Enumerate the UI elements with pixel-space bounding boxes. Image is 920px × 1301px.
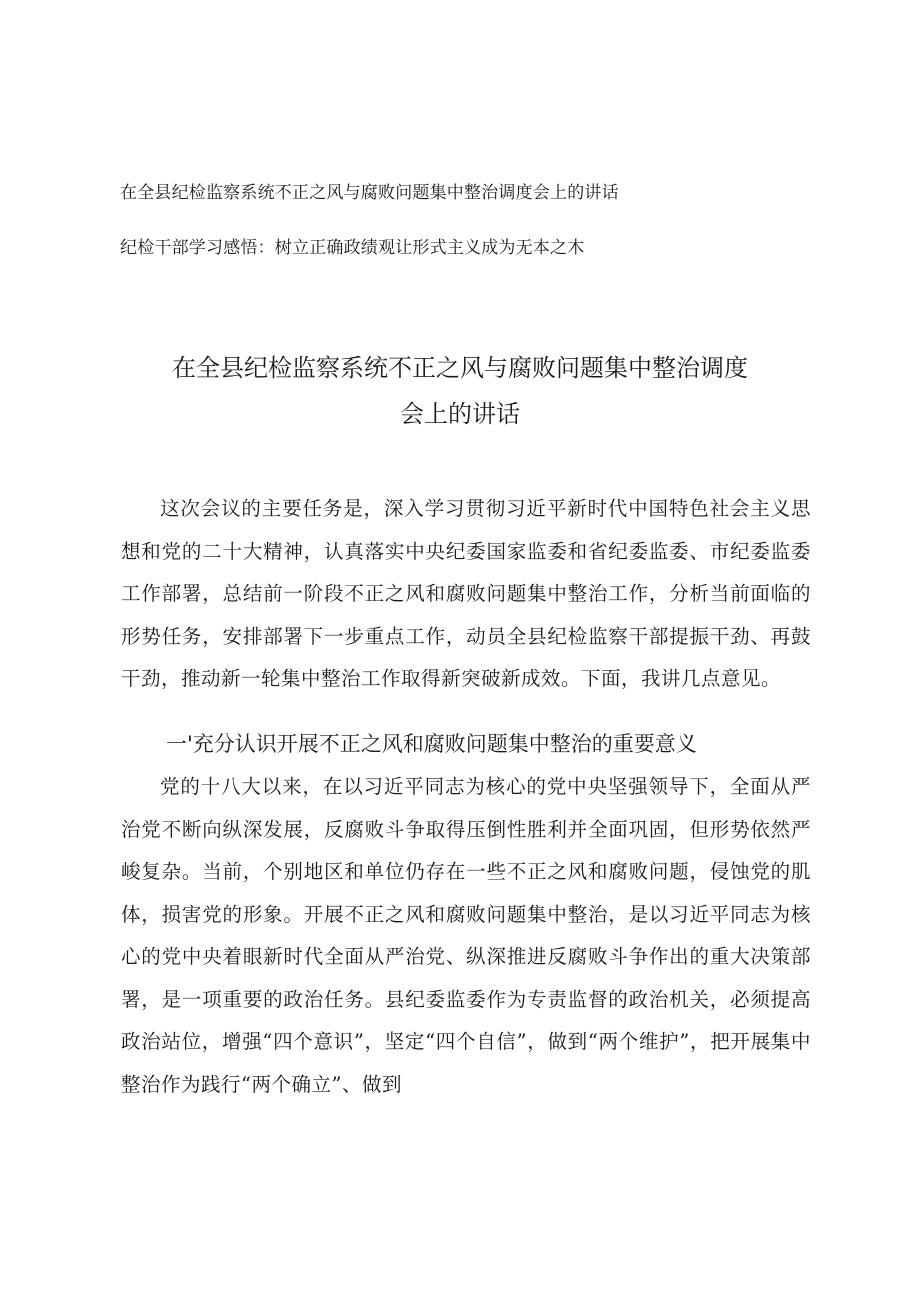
section-heading-1 [166,734,697,755]
body-paragraph-2: 党的十八大以来，在以习近平同志为核心的党中央坚强领导下，全面从严治党不断向纵深发展，反腐败斗争取得压倒性胜利并全面巩固，但形势依然严峻复杂。当前，个别地区和单位仍存在一些不正之风和腐败问题，侵蚀党的肌体，损害党的形象。开展不正之风和腐败问题集中整治，是以习近平同志为核心的党中央着眼新时代全面从严治党、纵深推进反腐败斗争作出的重大决策部署，是一项重要的政治任务。县纪委监委作为专责监督的政治机关，必须提高政治站位，增强“四个意识”，坚定“四个自信”，做到“两个维护”，把开展集中整治作为践行“两个确立”、做到 [121,775,811,1096]
toc-entry-1: 在全县纪检监察系统不正之风与腐败问题集中整治调度会上的讲话 [120,183,619,203]
document-title-line-2: 会上的讲话 [400,400,520,428]
toc-entry-2: 纪检干部学习感悟：树立正确政绩观让形式主义成为无本之木 [120,238,585,258]
body-paragraph-1: 这次会议的主要任务是，深入学习贯彻习近平新时代中国特色社会主义思想和党的二十大精神，认真落实中央纪委国家监委和省纪委监委、市纪委监委工作部署，总结前一阶段不正之风和腐败问题集中整治工作，分析当前面临的形势任务，安排部署下一步重点工作，动员全县纪检监察干部提振干劲、再鼓干劲，推动新一轮集中整治工作取得新突破新成效。下面，我讲几点意见。 [121,497,811,690]
section-heading-text: 一'充分认识开展不正之风和腐败问题集中整治的重要意义 [166,732,697,756]
document-title-line-1: 在全县纪检监察系统不正之风与腐败问题集中整治调度 [172,354,748,382]
